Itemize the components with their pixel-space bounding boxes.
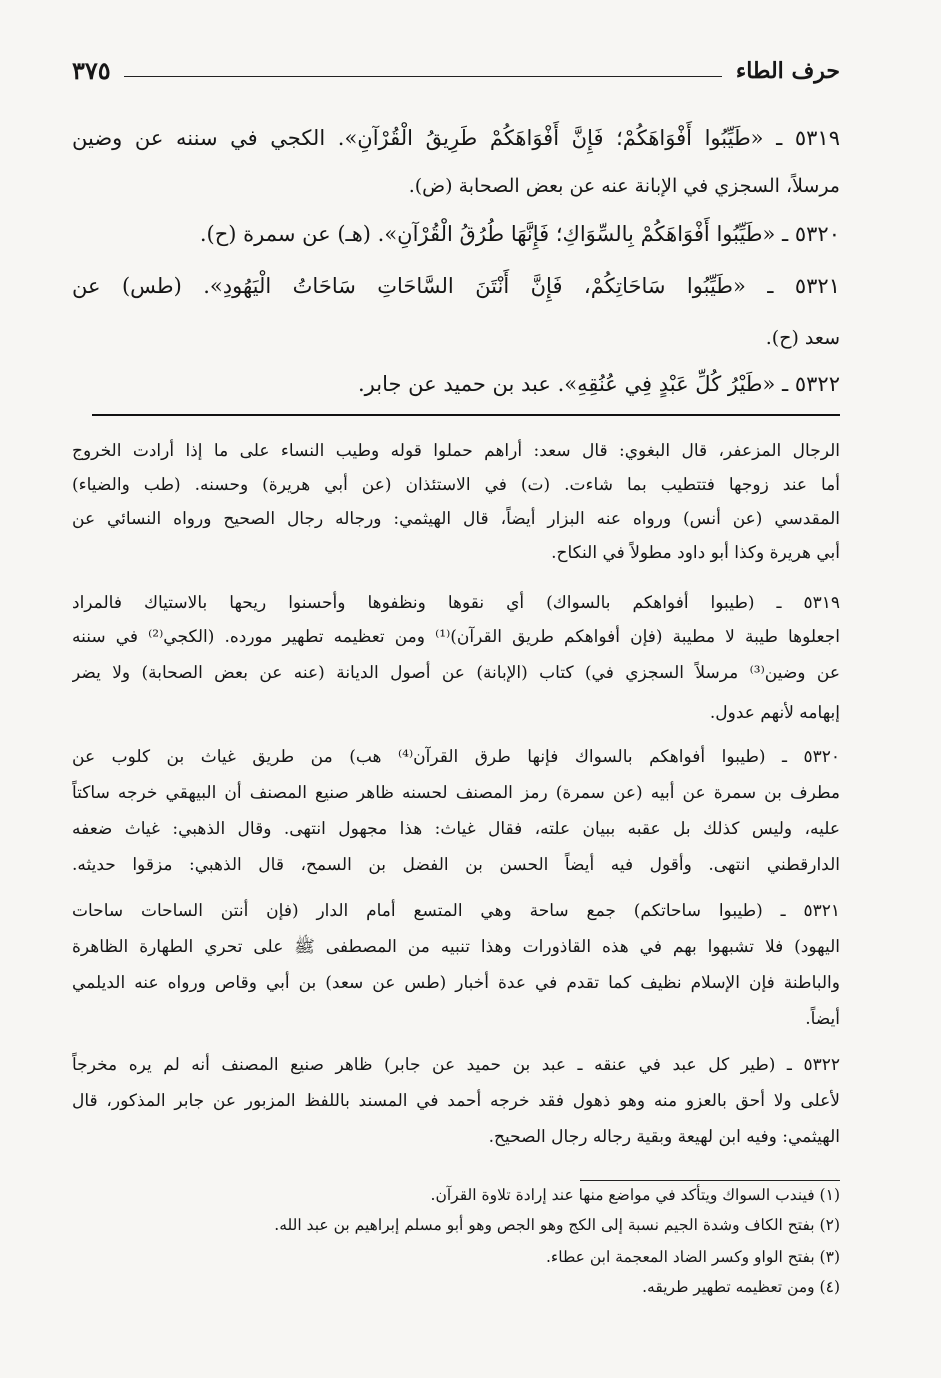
footnote-2: (٢) بفتح الكاف وشدة الجيم نسبة إلى الكج وهو الجص وهو أبو مسلم إبراهيم بن عبد الله. <box>274 1216 840 1234</box>
commentary <box>72 434 840 1164</box>
commentary-p1-line-3: المقدسي (عن أنس) ورواه عنه البزار أيضاً، قال الهيثمي: ورجاله رجال الصحيح ورواه النسائي عن <box>72 509 840 529</box>
commentary-5319-line-4: إبهامه لأنهم عدول. <box>709 703 840 723</box>
header-rule <box>124 76 722 77</box>
hadith-5320: ٥٣٢٠ ـ «طَيِّبُوا أَفْوَاهَكُمْ بِالسِّوَاكِ؛ فَإِنَّهَا طُرُقُ الْقُرْآنِ». (هـ) عن سمرة (ح). <box>199 222 840 246</box>
hadith-5319-line-1: ٥٣١٩ ـ «طَيِّبُوا أَفْوَاهَكُمْ؛ فَإِنَّ أَفْوَاهَكُمْ طَرِيقُ الْقُرْآنِ». الكجي في سننه عن وضين <box>72 126 840 150</box>
commentary-p1-line-1: الرجال المزعفر، قال البغوي: قال سعد: أراهم حملوا قوله وطيب النساء على ما إذا أرادت الخروج <box>72 441 840 461</box>
commentary-5319-line-3: عن وضين⁽³⁾ مرسلاً السجزي في) كتاب (الإبانة) عن أصول الديانة (عنه عن بعض الصحابة) ولا يضر <box>72 663 840 683</box>
commentary-5319-line-1: ٥٣١٩ ـ (طيبوا أفواهكم بالسواك) أي نقوها ونظفوها وأحسنوا ريحها بالاستياك فالمراد <box>72 593 840 613</box>
page-number: ٣٧٥ <box>72 56 111 85</box>
commentary-5320-line-2: مطرف بن سمرة عن أبيه (عن سمرة) رمز المصنف لحسنه ظاهر صنيع المصنف أن البيهقي خرجه ساكتاً <box>72 783 840 803</box>
commentary-p1-line-4: أبي هريرة وكذا أبو داود مطولاً في النكاح. <box>551 543 840 563</box>
footnote-1: (١) فيندب السواك ويتأكد في مواضع منها عند إرادة تلاوة القرآن. <box>430 1186 840 1204</box>
commentary-5322-line-1: ٥٣٢٢ ـ (طير كل عبد في عنقه ـ عبد بن حميد عن جابر) ظاهر صنيع المصنف أنه لم يره مخرجاً <box>72 1055 840 1075</box>
hadith-5321-line-1: ٥٣٢١ ـ «طَيِّبُوا سَاحَاتِكُمْ، فَإِنَّ أَنْتَنَ السَّاحَاتِ سَاحَاتُ الْيَهُودِ». (طس) عن <box>72 274 840 298</box>
hadith-5322: ٥٣٢٢ ـ «طَيْرُ كُلِّ عَبْدٍ فِي عُنُقِهِ». عبد بن حميد عن جابر. <box>357 372 840 396</box>
footnote-3: (٣) بفتح الواو وكسر الضاد المعجمة ابن عطاء. <box>546 1248 840 1266</box>
commentary-5321-line-1: ٥٣٢١ ـ (طيبوا ساحاتكم) جمع ساحة وهي المتسع أمام الدار (فإن أنتن الساحات ساحات <box>72 901 840 921</box>
commentary-5321-line-4: أيضاً. <box>805 1009 840 1029</box>
footnotes <box>72 1180 840 1320</box>
commentary-5320-line-1: ٥٣٢٠ ـ (طيبوا أفواهكم بالسواك فإنها طرق القرآن⁽⁴⁾ هب) من طريق غياث بن كلوب عن <box>72 747 840 767</box>
commentary-5320-line-4: الدارقطني انتهى. وأقول فيه أيضاً الحسن بن الفضل بن السمح، قال الذهبي: مزقوا حديثه. <box>72 855 840 875</box>
commentary-5321-line-2: اليهود) فلا تشبهوا بهم في هذه القاذورات وهذا تنبيه من المصطفى ﷺ على تحري الطهارة الظاهرة <box>72 937 840 957</box>
running-title: حرف الطاء <box>735 58 840 84</box>
text-commentary-divider <box>92 414 840 416</box>
commentary-5322-line-2: لأعلى ولا أحق بالعزو منه وهو ذهول فقد خرجه أحمد في المسند باللفظ المزبور عن جابر المذكور، قال <box>72 1091 840 1111</box>
commentary-5322-line-3: الهيثمي: وفيه ابن لهيعة وبقية رجاله رجال الصحيح. <box>488 1127 840 1147</box>
commentary-5319-line-2: اجعلوها طيبة لا مطيبة (فإن أفواهكم طريق القرآن)⁽¹⁾ ومن تعظيمه تطهير مورده. (الكجي⁽²⁾ في سننه <box>72 627 840 647</box>
commentary-5321-line-3: والباطنة فإن الإسلام نظيف كما تقدم في عدة أخبار (طس عن سعد) بن أبي وقاص ورواه عنه الديلمي <box>72 973 840 993</box>
footnote-4: (٤) ومن تعظيمه تطهير طريقه. <box>642 1278 840 1296</box>
hadith-5321-line-2: سعد (ح). <box>765 327 840 349</box>
page-header <box>72 52 840 92</box>
hadith-entries <box>72 116 840 406</box>
hadith-5319-line-2: مرسلاً، السجزي في الإبانة عنه عن بعض الصحابة (ض). <box>408 175 840 197</box>
commentary-5320-line-3: عليه، وليس كذلك بل عقبه ببيان علته، فقال غياث: هذا مجهول انتهى. وقال الذهبي: غياث ضعفه <box>72 819 840 839</box>
commentary-p1-line-2: أما عند زوجها فتتطيب بما شاءت. (ت) في الاستئذان (عن أبي هريرة) وحسنه. (طب والضياء) <box>72 475 840 495</box>
